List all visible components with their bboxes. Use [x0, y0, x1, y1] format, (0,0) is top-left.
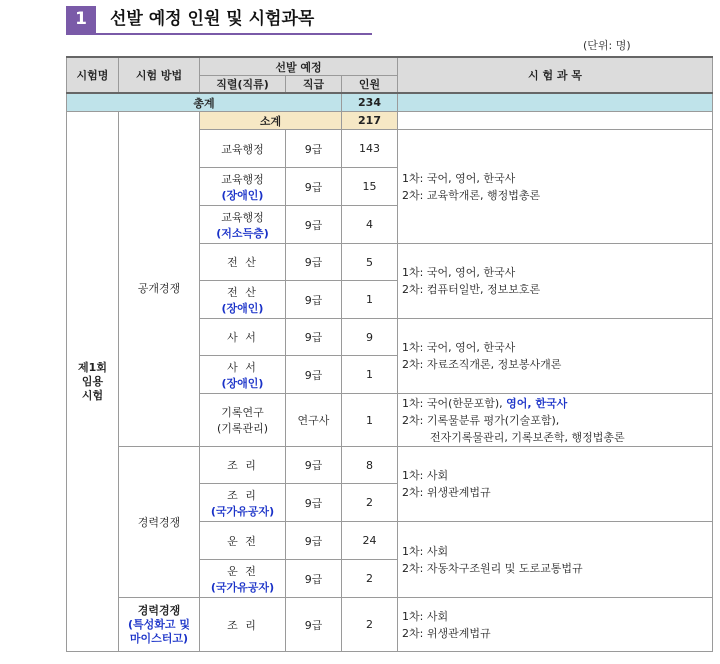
section-heading — [66, 6, 372, 35]
subtotal-label: 소계 — [200, 112, 342, 130]
total-subjects-empty — [398, 93, 713, 112]
grade-cell: 연구사 — [286, 394, 342, 447]
col-header-grade: 직급 — [286, 76, 342, 94]
subjects-driver: 1차: 사회 2차: 자동차구조원리 및 도로교통법규 — [398, 522, 713, 598]
grade-cell: 9급 — [286, 281, 342, 319]
job-cell: 운 전 — [200, 522, 286, 560]
section-title: 선발 예정 인원 및 시험과목 — [110, 9, 315, 29]
exam-round-cell: 제1회 임용 시험 — [67, 112, 119, 652]
total-count: 234 — [342, 93, 398, 112]
count-cell: 8 — [342, 447, 398, 484]
count-cell: 4 — [342, 206, 398, 244]
subjects-records: 1차: 국어(한문포함), 영어, 한국사 2차: 기록물분류 평가(기술포함), 전자기록물관리, 기록보존학, 행정법총론 — [398, 394, 713, 447]
count-cell: 5 — [342, 244, 398, 281]
count-cell: 2 — [342, 560, 398, 598]
grade-cell: 9급 — [286, 319, 342, 356]
job-cell: 사 서 — [200, 319, 286, 356]
col-header-method: 시험 방법 — [119, 57, 200, 93]
count-cell: 15 — [342, 168, 398, 206]
subtotal-count: 217 — [342, 112, 398, 130]
job-cell: 운 전 (국가유공자) — [200, 560, 286, 598]
count-cell: 1 — [342, 356, 398, 394]
count-cell: 24 — [342, 522, 398, 560]
grade-cell: 9급 — [286, 356, 342, 394]
subjects-computer: 1차: 국어, 영어, 한국사 2차: 컴퓨터일반, 정보보호론 — [398, 244, 713, 319]
col-header-exam-name: 시험명 — [67, 57, 119, 93]
total-row — [67, 93, 713, 112]
subjects-cook-special: 1차: 사회 2차: 위생관계법규 — [398, 598, 713, 652]
job-cell: 전 산 (장애인) — [200, 281, 286, 319]
count-cell: 2 — [342, 598, 398, 652]
col-header-count: 인원 — [342, 76, 398, 94]
grade-cell: 9급 — [286, 522, 342, 560]
recruitment-table — [66, 56, 713, 652]
job-cell: 전 산 — [200, 244, 286, 281]
subtotal-method-spacer — [119, 112, 200, 130]
grade-cell: 9급 — [286, 168, 342, 206]
method-open: 공개경쟁 — [119, 130, 200, 447]
col-header-plan: 선발 예정 — [200, 57, 398, 76]
subjects-cook: 1차: 사회 2차: 위생관계법규 — [398, 447, 713, 522]
count-cell: 143 — [342, 130, 398, 168]
subtotal-subjects-empty — [398, 112, 713, 130]
job-cell: 조 리 — [200, 447, 286, 484]
count-cell: 9 — [342, 319, 398, 356]
grade-cell: 9급 — [286, 206, 342, 244]
method-special: 경력경쟁 (특성화고 및 마이스터고) — [119, 598, 200, 652]
job-cell: 조 리 (국가유공자) — [200, 484, 286, 522]
job-cell: 교육행정 (장애인) — [200, 168, 286, 206]
grade-cell: 9급 — [286, 447, 342, 484]
table-row — [67, 130, 713, 168]
subjects-admin: 1차: 국어, 영어, 한국사 2차: 교육학개론, 행정법총론 — [398, 130, 713, 244]
grade-cell: 9급 — [286, 484, 342, 522]
subtotal-row — [67, 112, 713, 130]
job-cell: 교육행정 (저소득층) — [200, 206, 286, 244]
table-row — [67, 598, 713, 652]
subjects-librarian: 1차: 국어, 영어, 한국사 2차: 자료조직개론, 정보봉사개론 — [398, 319, 713, 394]
table-row — [67, 447, 713, 484]
grade-cell: 9급 — [286, 244, 342, 281]
unit-label: (단위: 명) — [583, 39, 631, 52]
total-label: 총계 — [67, 93, 342, 112]
section-number-badge: 1 — [66, 6, 96, 33]
col-header-subjects: 시 험 과 목 — [398, 57, 713, 93]
count-cell: 2 — [342, 484, 398, 522]
job-cell: 교육행정 — [200, 130, 286, 168]
grade-cell: 9급 — [286, 560, 342, 598]
method-career: 경력경쟁 — [119, 447, 200, 598]
grade-cell: 9급 — [286, 130, 342, 168]
count-cell: 1 — [342, 281, 398, 319]
job-cell: 기록연구 (기록관리) — [200, 394, 286, 447]
job-cell: 사 서 (장애인) — [200, 356, 286, 394]
job-cell: 조 리 — [200, 598, 286, 652]
col-header-job: 직렬(직류) — [200, 76, 286, 94]
count-cell: 1 — [342, 394, 398, 447]
grade-cell: 9급 — [286, 598, 342, 652]
